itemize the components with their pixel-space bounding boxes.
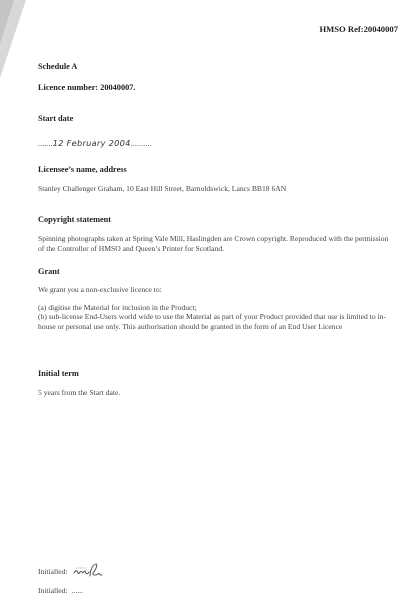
copyright-heading: Copyright statement — [38, 215, 112, 224]
start-date-section — [38, 114, 396, 151]
initialled-label-2: Initialled: — [38, 586, 68, 595]
initial-term-section — [38, 369, 396, 398]
grant-section — [38, 267, 396, 331]
initialled-line-1 — [38, 561, 396, 579]
initial-term-heading: Initial term — [38, 369, 79, 378]
licensee-text: Stanley Challenger Graham, 10 East Hill Street, Barnoldswick, Lancs BB18 6AN — [38, 184, 287, 193]
copyright-text: Spinning photographs taken at Spring Vale Mill, Haslingden are Crown copyright. Reproduced with the permission of the Controller of HMSO and Queen’s Printer for Scotland. — [38, 234, 389, 253]
start-date-leading-dots: ....... — [38, 139, 53, 148]
initialled-line-2 — [38, 580, 396, 598]
licence-number-block — [38, 83, 396, 92]
initialled-value-2: ...... — [71, 586, 83, 595]
grant-item-a: (a) digitise the Material for inclusion in the Product; — [38, 302, 197, 312]
initialled-label-1: Initialled: — [38, 567, 68, 576]
start-date-trailing-dots: .......... — [130, 139, 152, 148]
initials-signature — [72, 562, 106, 578]
initial-term-text: 5 years from the Start date. — [38, 388, 121, 397]
grant-item-b: (b) sub-license End-Users world wide to use the Material as part of your Product provided that use is limited to in-house or personal use only. This authorisation should be granted in the form of an End User Licence — [38, 312, 386, 331]
licensee-section — [38, 165, 396, 194]
schedule-title-block — [38, 62, 396, 71]
start-date-handwritten: 12 February 2004 — [52, 138, 131, 148]
licence-number: Licence number: 20040007. — [38, 83, 136, 92]
page-corner-shadow — [0, 0, 26, 78]
schedule-title: Schedule A — [38, 62, 78, 71]
reference-number: HMSO Ref:20040007 — [319, 24, 398, 34]
copyright-section — [38, 215, 396, 253]
licensee-heading: Licensee’s name, address — [38, 165, 127, 174]
grant-heading: Grant — [38, 267, 60, 276]
grant-intro: We grant you a non-exclusive licence to: — [38, 285, 162, 294]
start-date-heading: Start date — [38, 114, 74, 123]
start-date-line — [38, 133, 396, 151]
